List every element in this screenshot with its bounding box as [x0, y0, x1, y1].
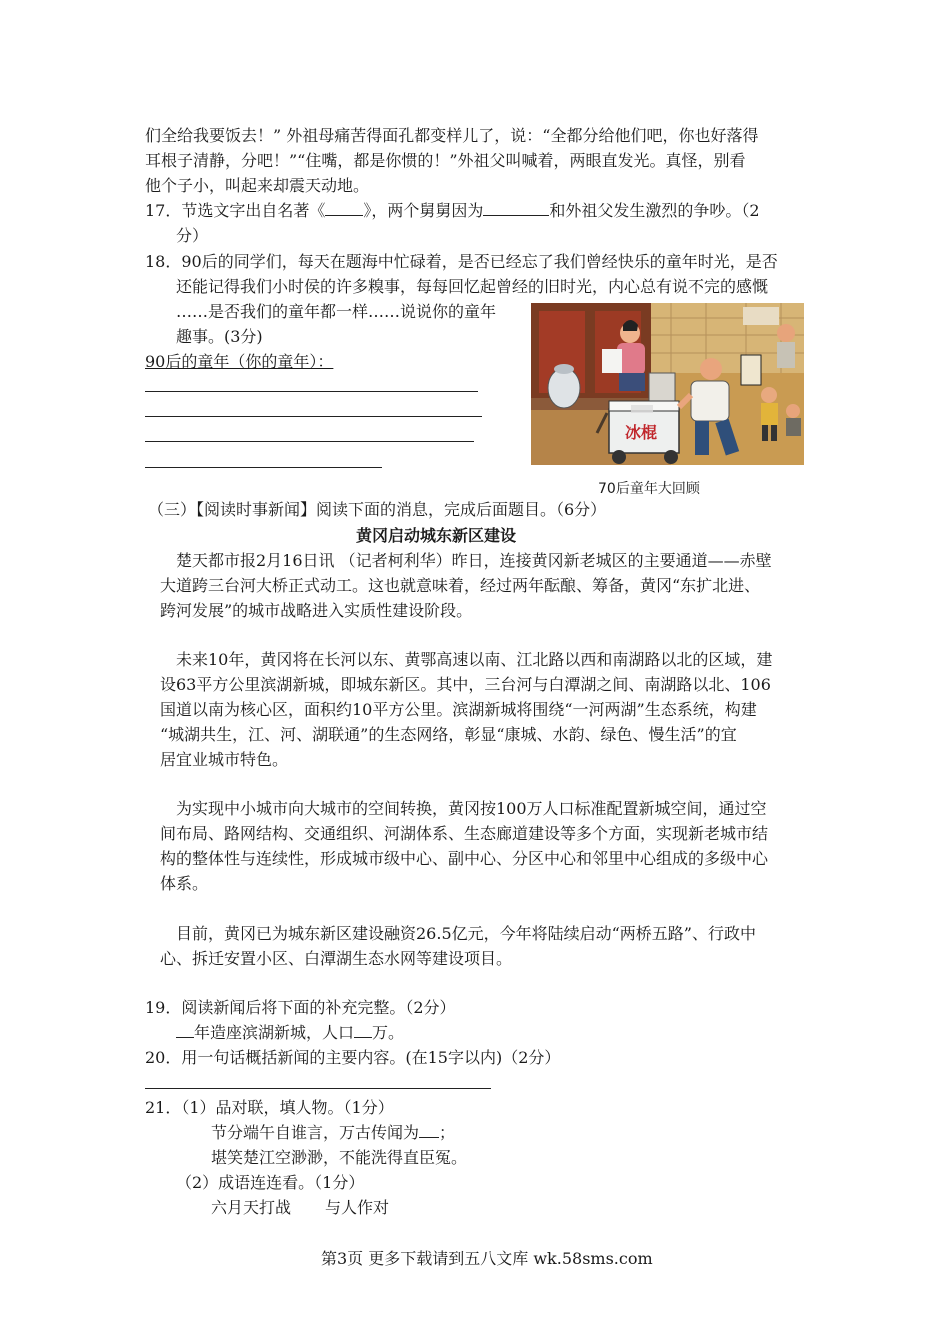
q17-blank-book[interactable]: [325, 199, 363, 216]
news-p2-line-4: “城湖共生，江、河、湖联通”的生态网络，彰显“康城、水韵、绿色、慢生活”的宜: [160, 725, 737, 744]
news-p3-line-1: 为实现中小城市向大城市的空间转换，黄冈按100万人口标准配置新城空间，通过空: [176, 799, 767, 818]
question-18-line-2: 还能记得我们小时侯的许多糗事，每每回忆起曾经的旧时光，内心总有说不完的感慨: [176, 277, 769, 296]
question-17: 17．节选文字出自名著《 》，两个舅舅因为 和外祖父发生激烈的争吵。（2: [145, 201, 760, 220]
question-19-fill: 年造座滨湖新城，人口 万。: [176, 1021, 404, 1045]
passage-line-1: 们全给我要饭去！” 外祖母痛苦得面孔都变样儿了，说：“全都分给他们吧，你也好落得: [145, 126, 759, 145]
news-p4-line-1: 目前，黄冈已为城东新区建设融资26.5亿元，今年将陆续启动“两桥五路”、行政中: [176, 924, 756, 943]
question-18-line-3: ……是否我们的童年都一样……说说你的童年: [176, 302, 497, 321]
q20-answer-line[interactable]: [145, 1088, 491, 1089]
news-p3-line-3: 构的整体性与连续性，形成城市级中心、副中心、分区中心和邻里中心组成的多级中心: [160, 849, 769, 868]
news-p4-line-2: 心、拆迁安置小区、白潭湖生态水网等建设项目。: [160, 949, 513, 968]
illustration-caption: 70后童年大回顾: [598, 481, 700, 497]
news-title: 黄冈启动城东新区建设: [356, 526, 517, 545]
question-17-cont: 分）: [176, 226, 209, 245]
question-21: 21．（1）品对联，填人物。（1分）: [145, 1098, 394, 1117]
page-footer: 第3页 更多下载请到五八文库 wk.58sms.com: [321, 1249, 653, 1268]
q21-blank-person[interactable]: [419, 1121, 439, 1138]
news-p1-line-3: 跨河发展”的城市战略进入实质性建设阶段。: [160, 601, 473, 620]
question-19: 19．阅读新闻后将下面的补充完整。（2分）: [145, 998, 456, 1017]
q17-blank-reason[interactable]: [483, 199, 549, 216]
news-p2-line-5: 居宜业城市特色。: [160, 750, 289, 769]
question-18-line-4: 趣事。(3分): [176, 327, 263, 346]
couplet-line-2: 堪笑楚江空渺渺，不能洗得直臣冤。: [211, 1148, 468, 1167]
couplet-line-1: 节分端午自谁言，万古传闻为 ；: [211, 1123, 456, 1142]
childhood-illustration: [531, 303, 804, 465]
news-p1-line-1: 楚天都市报2月16日讯 （记者柯利华）昨日，连接黄冈新老城区的主要通道——赤壁: [176, 551, 772, 570]
idiom-match-left: 六月天打战: [211, 1198, 292, 1217]
q18-answer-label: 90后的童年（你的童年）：: [145, 352, 334, 371]
q18-answer-line[interactable]: [145, 391, 478, 392]
passage-line-3: 他个子小，叫起来却震天动地。: [145, 176, 370, 195]
question-20: 20．用一句话概括新闻的主要内容。(在15字以内)（2分）: [145, 1048, 561, 1067]
news-p1-line-2: 大道跨三台河大桥正式动工。这也就意味着，经过两年酝酿、筹备，黄冈“东扩北进、: [160, 576, 761, 595]
passage-line-2: 耳根子清静，分吧！”“住嘴，都是你惯的！”外祖父叫喊着，两眼直发光。真怪，别看: [145, 151, 746, 170]
news-p2-line-2: 设63平方公里滨湖新城，即城东新区。其中，三台河与白潭湖之间、南湖路以北、106: [160, 675, 771, 694]
news-p2-line-1: 未来10年，黄冈将在长河以东、黄鄂高速以南、江北路以西和南湖路以北的区域，建: [176, 650, 773, 669]
svg-text:冰棍: 冰棍: [625, 423, 658, 442]
q18-answer-line[interactable]: [145, 416, 482, 417]
q19-blank-population[interactable]: [354, 1021, 372, 1038]
section-3-heading: （三）【阅读时事新闻】阅读下面的消息，完成后面题目。（6分）: [148, 500, 607, 519]
news-p2-line-3: 国道以南为核心区，面积约10平方公里。滨湖新城将围绕“一河两湖”生态系统，构建: [160, 700, 757, 719]
question-18-line-1: 18．90后的同学们，每天在题海中忙碌着，是否已经忘了我们曾经快乐的童年时光，是否: [145, 252, 778, 271]
news-p3-line-4: 体系。: [160, 874, 209, 893]
news-p3-line-2: 间布局、路网结构、交通组织、河湖体系、生态廊道建设等多个方面，实现新老城市结: [160, 824, 769, 843]
q19-blank-years[interactable]: [176, 1021, 194, 1038]
idiom-match-right: 与人作对: [325, 1198, 390, 1217]
q18-answer-line[interactable]: [145, 467, 382, 468]
q18-answer-line[interactable]: [145, 441, 474, 442]
question-21-part-2: （2）成语连连看。（1分）: [176, 1173, 365, 1192]
